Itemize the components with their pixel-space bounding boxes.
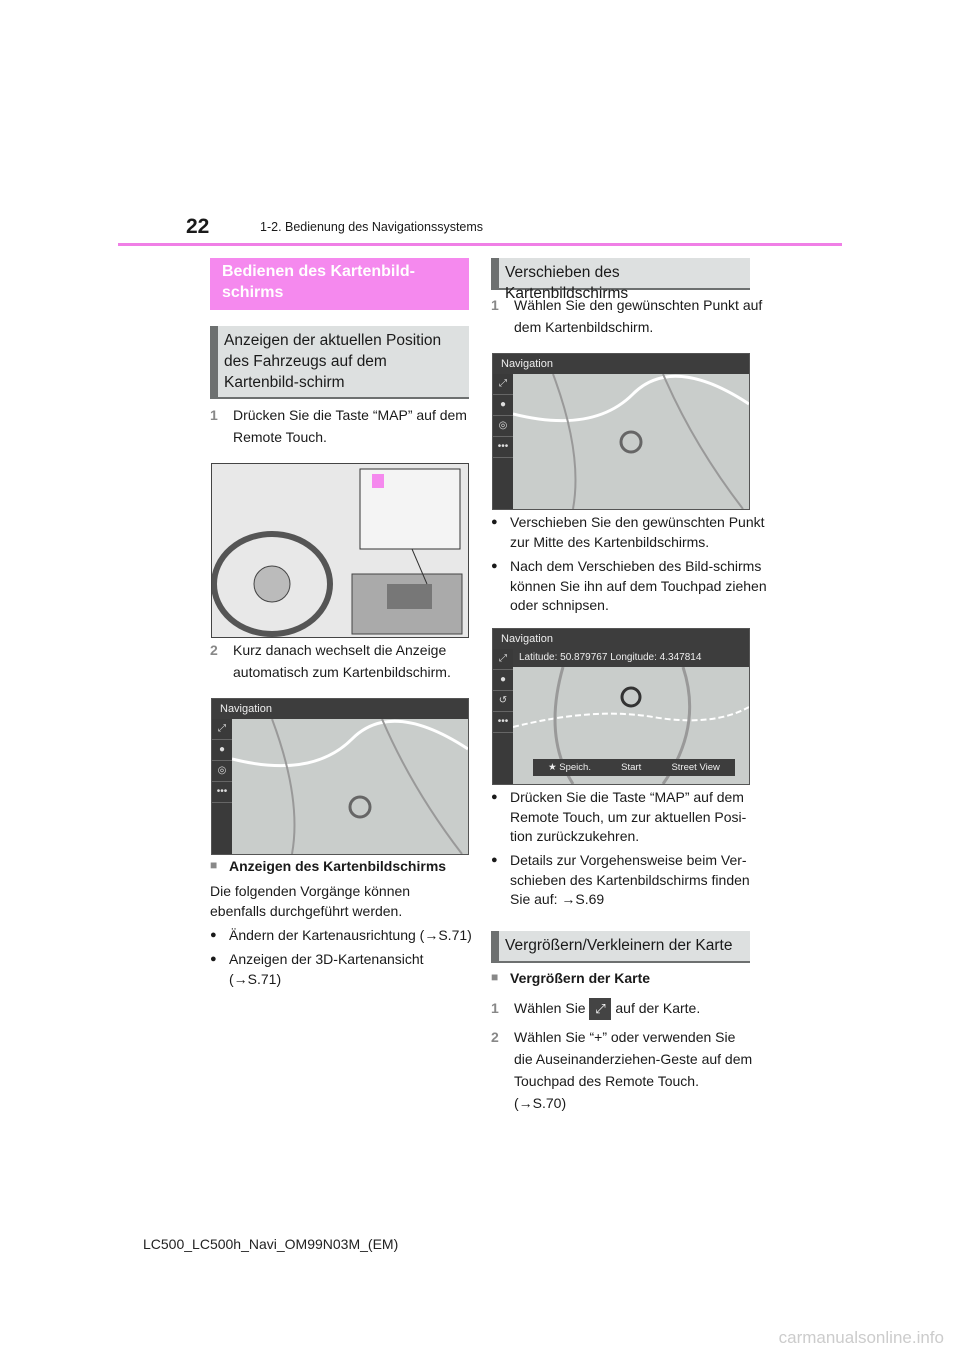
zoom-step-1 [491,997,772,1020]
step-number: 2 [210,642,218,658]
subsection-title: Anzeigen der aktuellen Position des Fahrzeugs auf dem Kartenbild-schirm [210,326,469,399]
more-icon: ••• [212,782,232,803]
sub-heading: ■ Vergrößern der Karte [491,970,650,986]
expand-icon: ⤢ [493,374,513,395]
section-title-move: Verschieben des Kartenbildschirms [491,258,750,290]
step-text: auf der Karte. [615,1000,701,1016]
pin-icon: ● [493,670,513,691]
steering-wheel-icon [212,464,468,637]
nav-title: Navigation [501,358,553,370]
map-action-bar [533,759,735,776]
step-number: 2 [491,1029,499,1045]
sub-heading: ■ Anzeigen des Kartenbildschirms [210,858,446,874]
step-text: Wählen Sie den gewünschten Punkt auf dem Kartenbildschirm. [514,297,763,335]
compass-icon: ◎ [212,761,232,782]
bullet: ● Anzeigen der 3D-Kartenansicht (→S.71) [210,950,459,989]
step-number: 1 [491,1000,499,1016]
chapter-title: 1-2. Bedienung des Navigationssystems [260,220,484,234]
pin-icon: ● [212,740,232,761]
pin-icon: ● [493,395,513,416]
nav-sidebar [493,374,513,509]
paragraph: Die folgenden Vorgänge können ebenfalls durchgeführt werden. [210,883,411,919]
nav-sidebar [493,649,513,784]
expand-icon: ⤢ [493,649,513,670]
bullet: ● Verschieben Sie den gewünschten Punkt zur Mitte des Kartenbildschirms. [491,513,768,552]
coordinates: Latitude: 50.879767 Longitude: 4.347814 [513,649,749,667]
navigation-screen-moved [492,628,750,785]
compass-icon: ◎ [493,416,513,437]
navigation-screen [492,353,750,510]
map [232,719,468,854]
more-icon: ••• [493,437,513,458]
nav-sidebar [212,719,232,854]
step-number: 1 [491,297,499,313]
nav-title: Navigation [501,633,553,645]
expand-icon: ⤢ [212,719,232,740]
page-number: 22 [186,215,210,238]
bullet: ● Ändern der Kartenausrichtung (→S.71) [210,926,487,946]
header-rule [118,243,842,246]
section-title: Bedienen des Kartenbild-schirms [210,258,469,310]
map [513,374,749,509]
nav-title: Navigation [220,703,272,715]
step-text: Wählen Sie [514,1000,586,1016]
car-interior-illustration [211,463,469,638]
return-icon: ↺ [493,691,513,712]
footer-code: LC500_LC500h_Navi_OM99N03M_(EM) [143,1236,399,1252]
step-text: Kurz danach wechselt die Anzeige automatisch zum Kartenbildschirm. [233,642,451,680]
step-text: Drücken Sie die Taste “MAP” auf dem Remote Touch. [233,407,467,445]
step-1 [491,294,772,338]
bullet: ● Drücken Sie die Taste “MAP” auf dem Remote Touch, um zur aktuellen Posi-tion zurückzukehren. [491,788,768,847]
watermark: carmanualsonline.info [778,1328,944,1347]
map [513,649,749,784]
bullet: ● Details zur Vorgehensweise beim Ver-schieben des Kartenbildschirms finden Sie auf: →S.69 [491,851,768,910]
step-text: Wählen Sie “+” oder verwenden Sie die Auseinanderziehen-Geste auf dem Touchpad des Remote Touch. (→S.70) [514,1029,753,1111]
more-icon: ••• [493,712,513,733]
bullet: ● Nach dem Verschieben des Bild-schirms können Sie ihn auf dem Touchpad ziehen oder schnipsen. [491,557,768,616]
street-view-button[interactable]: Street View [671,762,720,773]
step-number: 1 [210,407,218,423]
section-title-zoom: Vergrößern/Verkleinern der Karte [491,931,750,963]
save-button[interactable]: ★ Speich. [548,762,591,773]
step-1 [210,404,491,448]
navigation-screen [211,698,469,855]
zoom-step-2 [491,1026,754,1114]
expand-icon: ⤢ [589,998,611,1020]
step-2 [210,639,491,683]
start-button[interactable]: Start [621,762,642,773]
